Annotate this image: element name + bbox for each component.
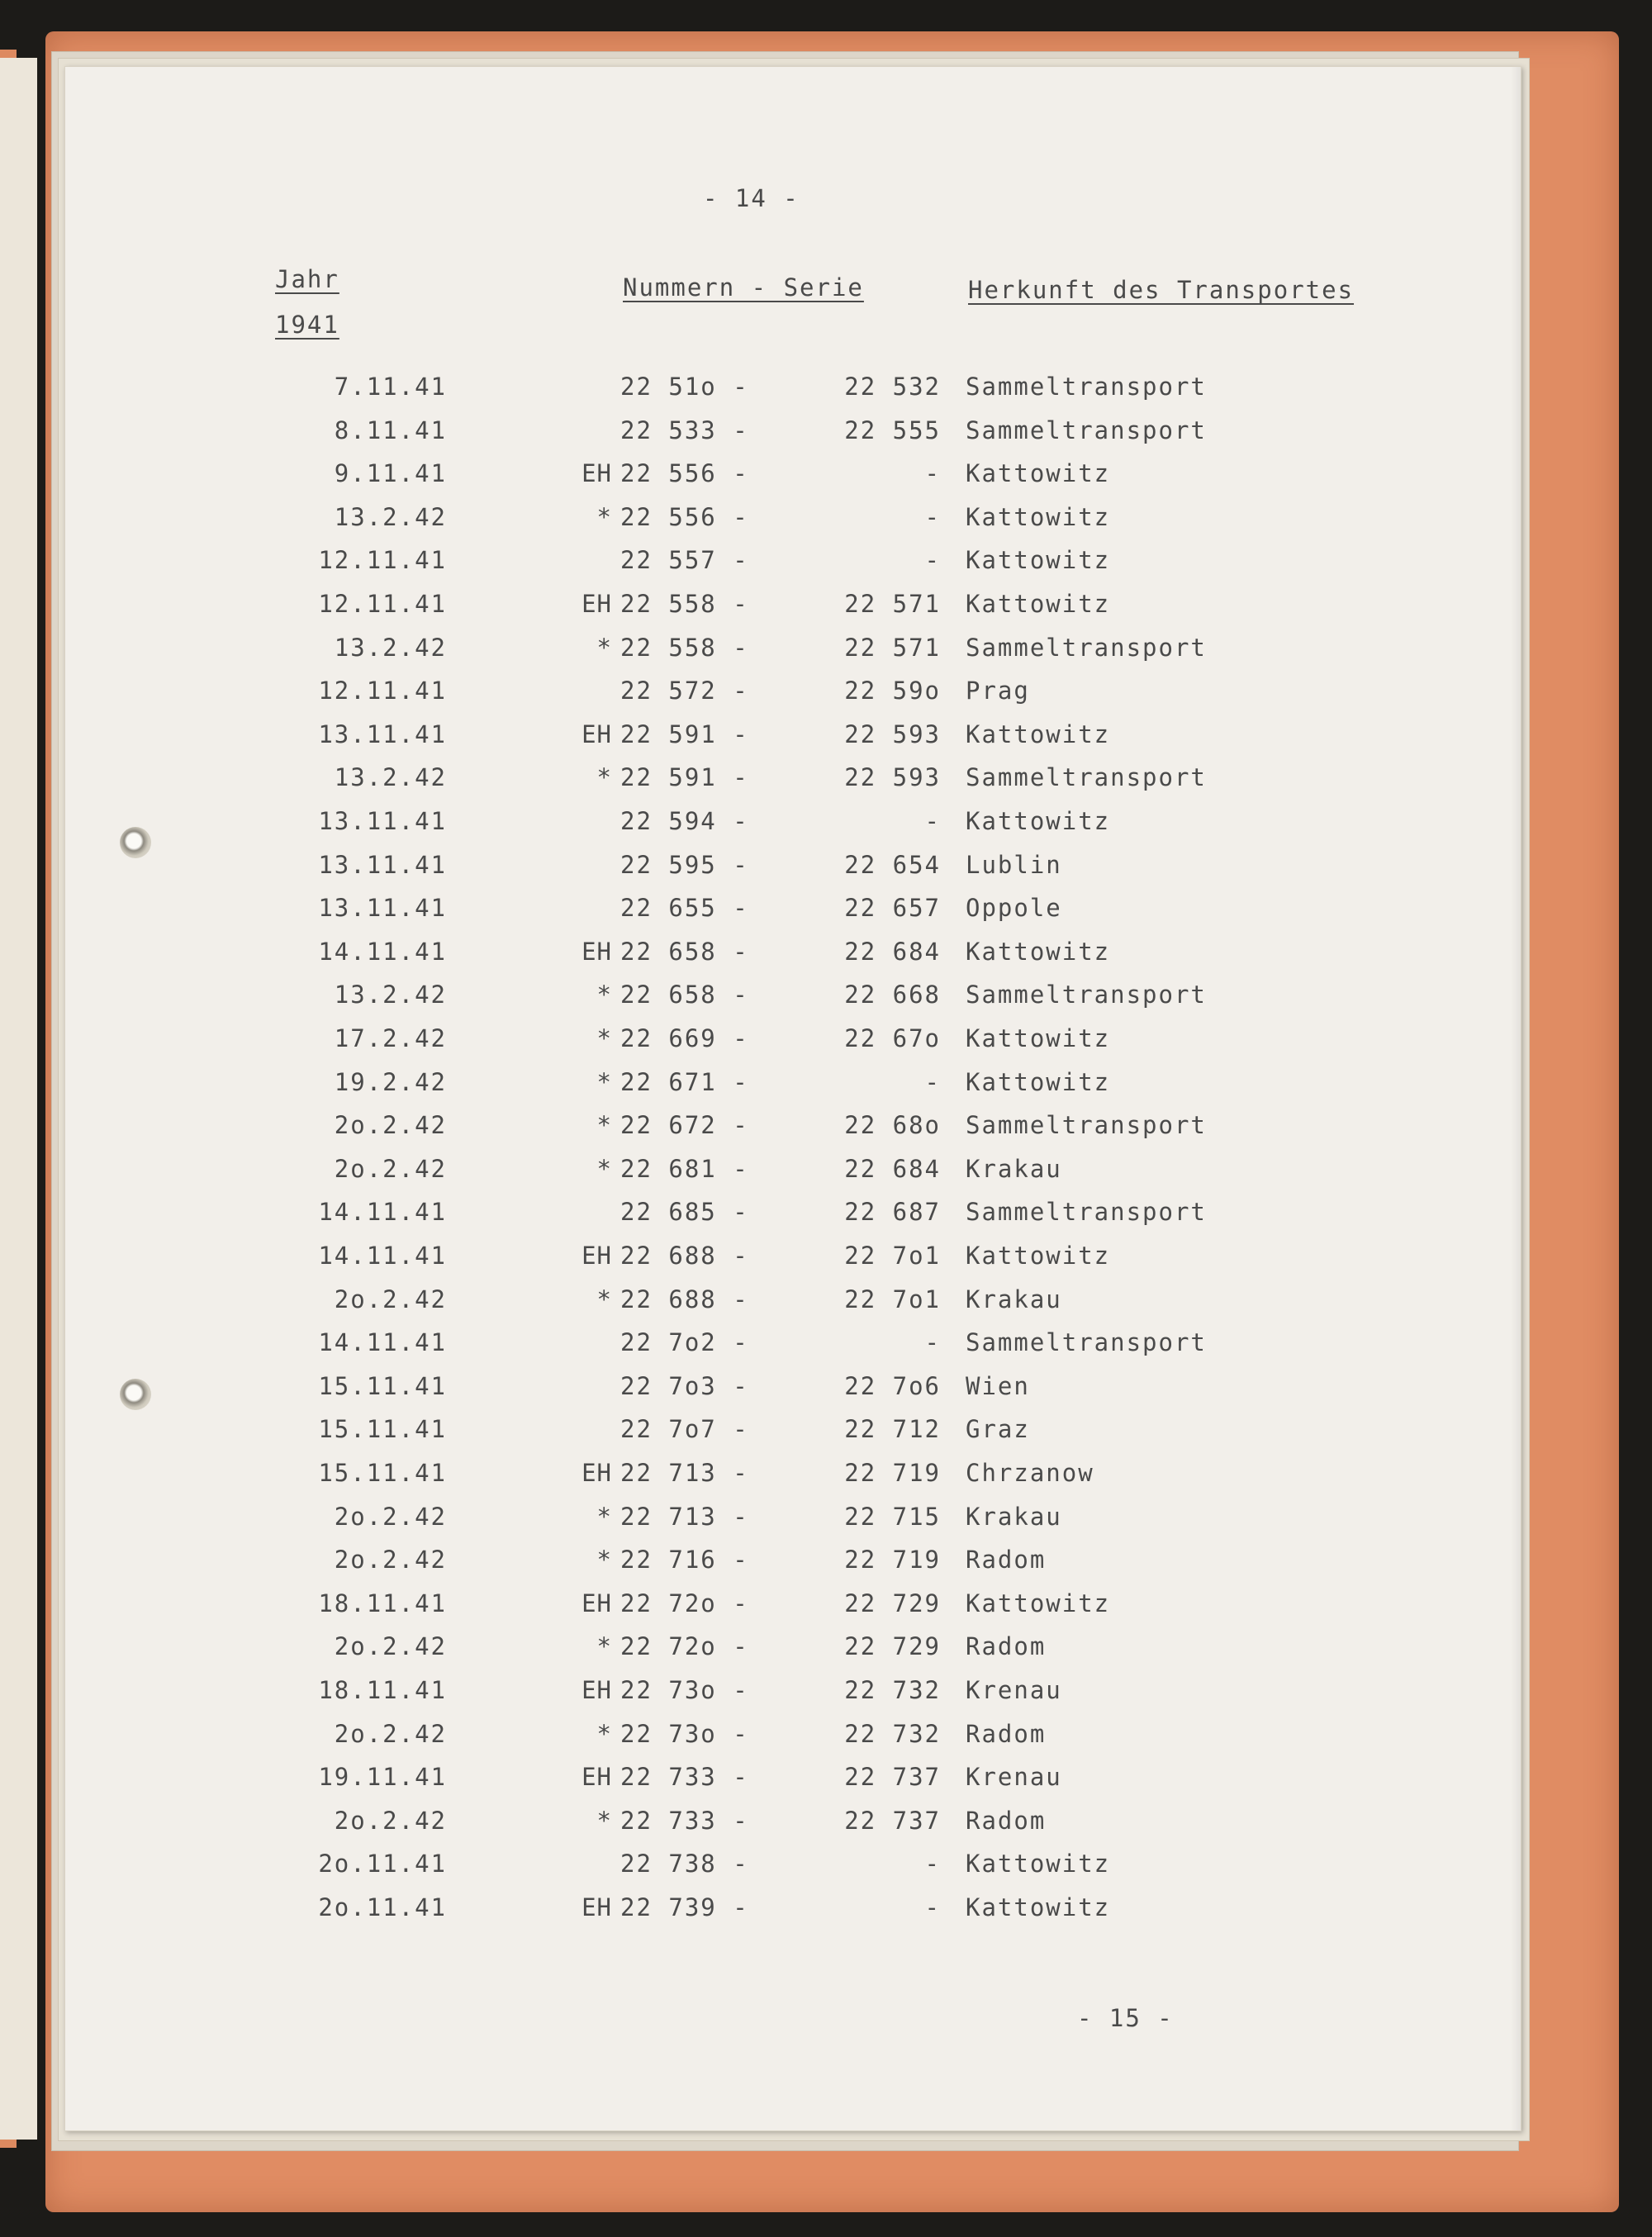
series-end: 22 732 (844, 1676, 941, 1704)
header-number-series: Nummern - Serie (623, 273, 864, 302)
entry-date: 14.11.41 (318, 937, 447, 966)
series-start: 22 671 - (620, 1067, 749, 1096)
entry-date: 2o.2.42 (334, 1632, 447, 1661)
header-transport-origin: Herkunft des Transportes (968, 276, 1355, 304)
series-start: 22 51o - (620, 373, 749, 401)
series-start: 22 7o2 - (620, 1328, 749, 1357)
table-row (65, 1198, 1521, 1241)
transport-origin: Sammeltransport (966, 416, 1207, 444)
entry-prefix: * (596, 502, 612, 531)
transport-origin: Kattowitz (966, 1024, 1111, 1052)
series-end: 22 67o (844, 1024, 941, 1052)
table-row (65, 1589, 1521, 1632)
table-row (65, 1632, 1521, 1675)
transport-origin: Sammeltransport (966, 373, 1207, 401)
entry-date: 14.11.41 (318, 1198, 447, 1227)
transport-origin: Radom (966, 1719, 1047, 1748)
series-end: - (924, 1893, 941, 1921)
series-start: 22 685 - (620, 1198, 749, 1227)
transport-origin: Kattowitz (966, 1067, 1111, 1096)
table-row (65, 1893, 1521, 1936)
entry-date: 2o.2.42 (334, 1502, 447, 1531)
series-start: 22 688 - (620, 1285, 749, 1313)
table-row (65, 546, 1521, 589)
series-end: 22 571 (844, 590, 941, 618)
entry-date: 15.11.41 (318, 1459, 447, 1487)
entry-prefix: * (596, 1067, 612, 1096)
series-start: 22 591 - (620, 720, 749, 748)
series-end: 22 687 (844, 1198, 941, 1227)
series-start: 22 591 - (620, 763, 749, 792)
entry-date: 18.11.41 (318, 1589, 447, 1617)
entry-prefix: EH (582, 937, 612, 966)
transport-origin: Sammeltransport (966, 633, 1207, 662)
table-row (65, 677, 1521, 720)
entry-prefix: EH (582, 590, 612, 618)
entry-date: 19.2.42 (334, 1067, 447, 1096)
page-number-bottom: - 15 - (1077, 2004, 1174, 2032)
transport-origin: Kattowitz (966, 1589, 1111, 1617)
series-end: 22 59o (844, 677, 941, 705)
series-start: 22 669 - (620, 1024, 749, 1052)
transport-origin: Radom (966, 1806, 1047, 1835)
entry-date: 15.11.41 (318, 1415, 447, 1444)
series-end: - (924, 459, 941, 488)
series-start: 22 681 - (620, 1154, 749, 1183)
entry-date: 12.11.41 (318, 546, 447, 575)
entry-date: 13.11.41 (318, 850, 447, 879)
table-row (65, 634, 1521, 677)
table-row (65, 1850, 1521, 1893)
entry-date: 2o.2.42 (334, 1806, 447, 1835)
series-end: - (924, 502, 941, 531)
transport-origin: Sammeltransport (966, 1111, 1207, 1140)
transport-origin: Wien (966, 1371, 1030, 1400)
series-start: 22 7o3 - (620, 1371, 749, 1400)
series-start: 22 556 - (620, 459, 749, 488)
transport-origin: Sammeltransport (966, 763, 1207, 792)
entry-date: 8.11.41 (334, 416, 447, 444)
series-start: 22 733 - (620, 1763, 749, 1792)
table-row (65, 851, 1521, 894)
entry-prefix: * (596, 633, 612, 662)
header-year-value: 1941 (275, 311, 339, 339)
entry-prefix: * (596, 981, 612, 1009)
transport-origin: Kattowitz (966, 1850, 1111, 1878)
series-start: 22 73o - (620, 1676, 749, 1704)
entry-date: 13.2.42 (334, 763, 447, 792)
entry-prefix: EH (582, 459, 612, 488)
series-start: 22 558 - (620, 633, 749, 662)
series-start: 22 572 - (620, 677, 749, 705)
entry-date: 2o.2.42 (334, 1154, 447, 1183)
series-end: 22 719 (844, 1546, 941, 1574)
series-end: 22 668 (844, 981, 941, 1009)
transport-origin: Krenau (966, 1763, 1062, 1792)
document-page (64, 66, 1521, 2131)
transport-origin: Krenau (966, 1676, 1062, 1704)
table-row (65, 1676, 1521, 1719)
entry-date: 2o.2.42 (334, 1111, 447, 1140)
entry-prefix: * (596, 1719, 612, 1748)
entry-date: 7.11.41 (334, 373, 447, 401)
entry-date: 12.11.41 (318, 677, 447, 705)
series-end: 22 7o6 (844, 1371, 941, 1400)
series-end: 22 532 (844, 373, 941, 401)
table-row (65, 894, 1521, 937)
transport-origin: Krakau (966, 1285, 1062, 1313)
series-end: 22 737 (844, 1763, 941, 1792)
transport-origin: Sammeltransport (966, 1198, 1207, 1227)
page-number-top: - 14 - (703, 184, 800, 212)
series-start: 22 595 - (620, 850, 749, 879)
series-end: 22 555 (844, 416, 941, 444)
series-start: 22 738 - (620, 1850, 749, 1878)
series-end: 22 657 (844, 894, 941, 923)
table-row (65, 590, 1521, 633)
entry-date: 13.2.42 (334, 981, 447, 1009)
entry-date: 13.2.42 (334, 502, 447, 531)
transport-origin: Kattowitz (966, 937, 1111, 966)
series-start: 22 713 - (620, 1459, 749, 1487)
transport-origin: Radom (966, 1546, 1047, 1574)
entry-prefix: * (596, 1806, 612, 1835)
entry-date: 15.11.41 (318, 1371, 447, 1400)
table-row (65, 503, 1521, 546)
transport-origin: Chrzanow (966, 1459, 1094, 1487)
series-end: 22 719 (844, 1459, 941, 1487)
series-end: 22 654 (844, 850, 941, 879)
table-row (65, 763, 1521, 806)
entry-prefix: * (596, 763, 612, 792)
series-start: 22 716 - (620, 1546, 749, 1574)
entry-prefix: EH (582, 1242, 612, 1270)
series-end: - (924, 1067, 941, 1096)
transport-origin: Sammeltransport (966, 1328, 1207, 1357)
transport-origin: Kattowitz (966, 459, 1111, 488)
series-end: - (924, 807, 941, 835)
table-row (65, 1459, 1521, 1502)
series-end: 22 68o (844, 1111, 941, 1140)
entry-date: 2o.11.41 (318, 1893, 447, 1921)
table-row (65, 1503, 1521, 1546)
transport-origin: Krakau (966, 1502, 1062, 1531)
series-end: 22 7o1 (844, 1242, 941, 1270)
series-start: 22 713 - (620, 1502, 749, 1531)
entry-date: 18.11.41 (318, 1676, 447, 1704)
entry-date: 9.11.41 (334, 459, 447, 488)
entry-prefix: EH (582, 1676, 612, 1704)
series-start: 22 73o - (620, 1719, 749, 1748)
transport-origin: Kattowitz (966, 590, 1111, 618)
entry-date: 2o.11.41 (318, 1850, 447, 1878)
series-start: 22 557 - (620, 546, 749, 575)
entry-date: 17.2.42 (334, 1024, 447, 1052)
table-row (65, 1807, 1521, 1850)
entry-prefix: EH (582, 1893, 612, 1921)
series-start: 22 72o - (620, 1632, 749, 1661)
transport-origin: Kattowitz (966, 720, 1111, 748)
series-end: - (924, 546, 941, 575)
entry-date: 13.11.41 (318, 720, 447, 748)
entry-date: 13.11.41 (318, 807, 447, 835)
series-start: 22 556 - (620, 502, 749, 531)
series-end: - (924, 1328, 941, 1357)
table-row (65, 1111, 1521, 1154)
table-row (65, 1024, 1521, 1067)
table-row (65, 1546, 1521, 1589)
series-start: 22 672 - (620, 1111, 749, 1140)
series-end: 22 732 (844, 1719, 941, 1748)
series-start: 22 733 - (620, 1806, 749, 1835)
entry-prefix: * (596, 1154, 612, 1183)
entry-date: 13.11.41 (318, 894, 447, 923)
entry-date: 19.11.41 (318, 1763, 447, 1792)
header-year-label: Jahr (275, 265, 339, 293)
entry-prefix: * (596, 1111, 612, 1140)
series-start: 22 558 - (620, 590, 749, 618)
series-end: 22 7o1 (844, 1285, 941, 1313)
transport-origin: Kattowitz (966, 807, 1111, 835)
transport-origin: Sammeltransport (966, 981, 1207, 1009)
table-row (65, 938, 1521, 981)
table-row (65, 720, 1521, 763)
entry-prefix: * (596, 1632, 612, 1661)
entry-date: 2o.2.42 (334, 1546, 447, 1574)
series-end: 22 593 (844, 763, 941, 792)
series-end: 22 684 (844, 937, 941, 966)
series-end: 22 737 (844, 1806, 941, 1835)
entry-date: 2o.2.42 (334, 1719, 447, 1748)
series-start: 22 658 - (620, 937, 749, 966)
series-end: 22 712 (844, 1415, 941, 1444)
table-row (65, 1155, 1521, 1198)
series-start: 22 739 - (620, 1893, 749, 1921)
transport-origin: Kattowitz (966, 502, 1111, 531)
series-start: 22 658 - (620, 981, 749, 1009)
series-end: 22 715 (844, 1502, 941, 1531)
series-end: - (924, 1850, 941, 1878)
table-row (65, 1763, 1521, 1806)
series-start: 22 72o - (620, 1589, 749, 1617)
table-row (65, 1720, 1521, 1763)
entry-prefix: * (596, 1546, 612, 1574)
transport-origin: Kattowitz (966, 1893, 1111, 1921)
entry-prefix: EH (582, 1763, 612, 1792)
series-start: 22 594 - (620, 807, 749, 835)
table-row (65, 807, 1521, 850)
table-row (65, 1372, 1521, 1415)
entry-date: 14.11.41 (318, 1242, 447, 1270)
transport-origin: Kattowitz (966, 1242, 1111, 1270)
entry-date: 14.11.41 (318, 1328, 447, 1357)
series-end: 22 729 (844, 1589, 941, 1617)
transport-origin: Krakau (966, 1154, 1062, 1183)
entry-prefix: * (596, 1502, 612, 1531)
table-row (65, 1068, 1521, 1111)
series-start: 22 533 - (620, 416, 749, 444)
transport-origin: Lublin (966, 850, 1062, 879)
entry-date: 12.11.41 (318, 590, 447, 618)
table-row (65, 1415, 1521, 1458)
entry-prefix: EH (582, 1459, 612, 1487)
entry-date: 2o.2.42 (334, 1285, 447, 1313)
series-start: 22 688 - (620, 1242, 749, 1270)
table-row (65, 1242, 1521, 1285)
table-row (65, 1285, 1521, 1328)
transport-origin: Radom (966, 1632, 1047, 1661)
table-row (65, 373, 1521, 416)
transport-origin: Kattowitz (966, 546, 1111, 575)
series-end: 22 593 (844, 720, 941, 748)
table-row (65, 459, 1521, 502)
transport-origin: Prag (966, 677, 1030, 705)
entry-prefix: * (596, 1285, 612, 1313)
left-page-edge (0, 58, 37, 2140)
table-row (65, 981, 1521, 1024)
series-end: 22 684 (844, 1154, 941, 1183)
series-start: 22 7o7 - (620, 1415, 749, 1444)
entry-prefix: EH (582, 720, 612, 748)
transport-origin: Graz (966, 1415, 1030, 1444)
entry-prefix: * (596, 1024, 612, 1052)
table-row (65, 1328, 1521, 1371)
entry-prefix: EH (582, 1589, 612, 1617)
transport-origin: Oppole (966, 894, 1062, 923)
series-end: 22 571 (844, 633, 941, 662)
table-row (65, 416, 1521, 459)
series-start: 22 655 - (620, 894, 749, 923)
series-end: 22 729 (844, 1632, 941, 1661)
entry-date: 13.2.42 (334, 633, 447, 662)
